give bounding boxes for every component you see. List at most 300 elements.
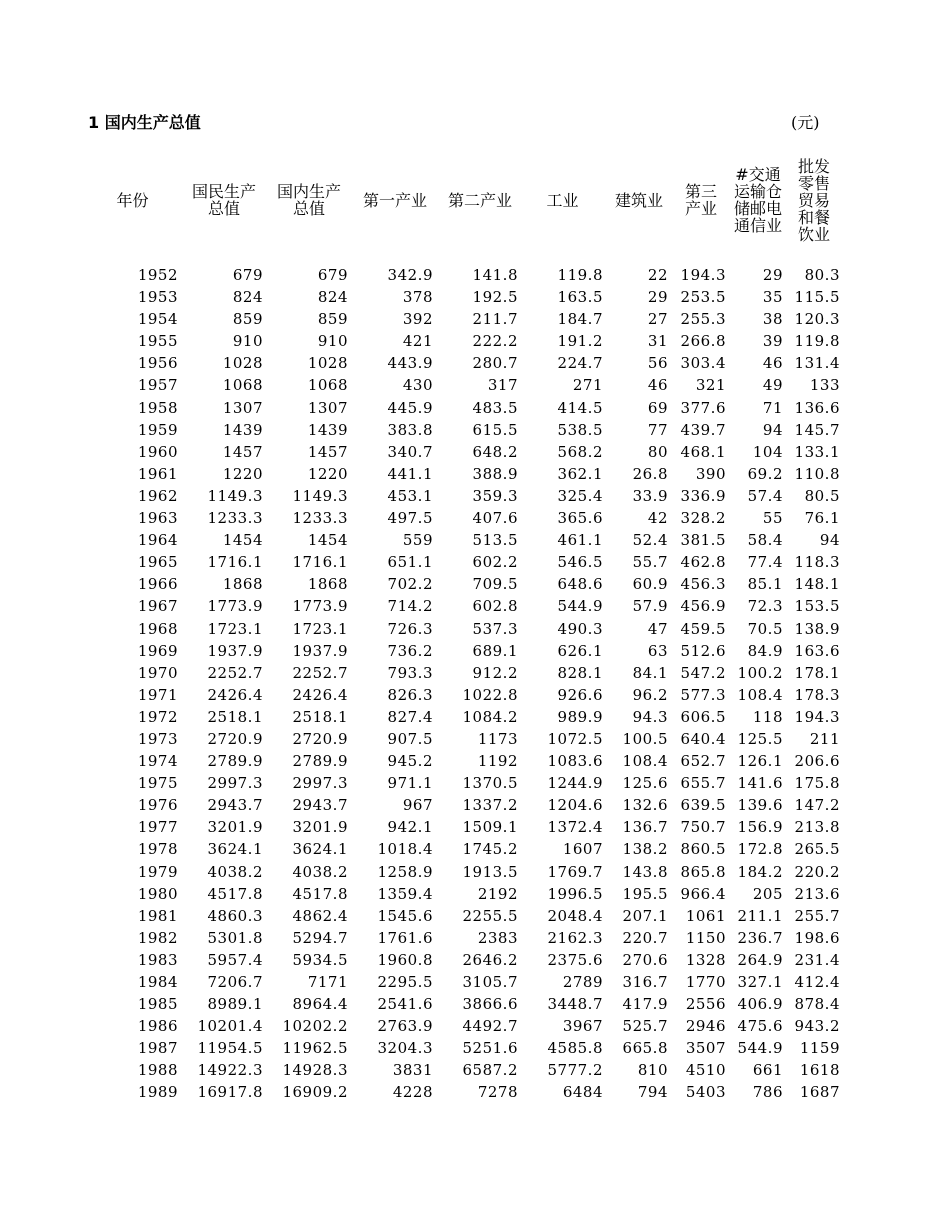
cell-primary: 1258.9	[377, 862, 433, 881]
header-industry: 工业	[546, 190, 579, 210]
cell-secondary: 141.8	[472, 266, 518, 284]
cell-industry: 1769.7	[547, 862, 603, 881]
cell-primary: 826.3	[387, 685, 433, 704]
cell-gdp: 16909.2	[282, 1083, 348, 1102]
cell-trade: 133	[809, 376, 840, 395]
cell-year: 1987	[137, 1039, 178, 1058]
cell-gdp: 5934.5	[292, 950, 348, 969]
cell-construction: 665.8	[622, 1039, 668, 1058]
cell-secondary: 2192	[477, 884, 518, 903]
cell-year: 1964	[137, 531, 178, 550]
cell-gdp: 824	[317, 288, 348, 307]
cell-primary: 342.9	[387, 266, 433, 284]
cell-transport: 125.5	[737, 729, 783, 748]
cell-gnp: 2720.9	[207, 729, 263, 748]
cell-secondary: 2383	[477, 928, 518, 947]
cell-year: 1970	[137, 663, 178, 682]
cell-tertiary: 966.4	[680, 884, 726, 903]
cell-primary: 443.9	[387, 354, 433, 373]
cell-primary: 714.2	[387, 597, 433, 616]
cell-trade: 120.3	[794, 310, 840, 329]
cell-trade: 255.7	[794, 906, 840, 925]
cell-construction: 270.6	[622, 950, 668, 969]
cell-year: 1953	[137, 288, 178, 307]
cell-year: 1976	[137, 796, 178, 815]
cell-gnp: 1233.3	[207, 509, 263, 528]
cell-primary: 945.2	[387, 752, 433, 771]
cell-year: 1961	[137, 464, 178, 483]
cell-gdp: 1028	[307, 354, 348, 373]
table-row	[0, 573, 950, 595]
cell-industry: 1083.6	[547, 752, 603, 771]
cell-transport: 327.1	[737, 973, 783, 991]
table-row	[0, 750, 950, 772]
cell-industry: 546.5	[557, 553, 603, 572]
cell-gnp: 2943.7	[207, 796, 263, 815]
cell-industry: 224.7	[557, 354, 603, 373]
cell-tertiary: 1328	[685, 950, 726, 969]
cell-year: 1956	[137, 354, 178, 373]
cell-transport: 57.4	[747, 486, 783, 505]
table-row	[0, 595, 950, 617]
cell-transport: 70.5	[747, 619, 783, 638]
header-tertiary: 第三产业	[684, 182, 717, 218]
cell-secondary: 1192	[477, 752, 518, 771]
cell-industry: 325.4	[557, 486, 603, 505]
cell-year: 1973	[137, 729, 178, 748]
cell-tertiary: 3507	[685, 1039, 726, 1058]
table-row	[0, 684, 950, 706]
table-row	[0, 816, 950, 838]
cell-tertiary: 381.5	[680, 531, 726, 550]
cell-year: 1974	[137, 752, 178, 771]
cell-construction: 57.9	[632, 597, 668, 616]
cell-transport: 141.6	[737, 774, 783, 793]
cell-tertiary: 439.7	[680, 420, 726, 439]
cell-secondary: 615.5	[472, 420, 518, 439]
cell-trade: 213.8	[794, 818, 840, 837]
cell-year: 1981	[137, 906, 178, 925]
cell-tertiary: 860.5	[680, 840, 726, 859]
cell-transport: 475.6	[737, 1017, 783, 1036]
table-body	[0, 264, 950, 1104]
cell-primary: 2763.9	[377, 1017, 433, 1036]
cell-primary: 1960.8	[377, 950, 433, 969]
cell-gdp: 4517.8	[292, 884, 348, 903]
table-row	[0, 794, 950, 816]
cell-construction: 136.7	[622, 818, 668, 837]
cell-trade: 94	[819, 531, 840, 550]
cell-industry: 544.9	[557, 597, 603, 616]
cell-construction: 84.1	[632, 663, 668, 682]
cell-year: 1971	[137, 685, 178, 704]
table-row	[0, 971, 950, 993]
cell-trade: 211	[809, 729, 840, 748]
cell-industry: 3967	[562, 1017, 603, 1036]
cell-gnp: 16917.8	[197, 1083, 263, 1102]
cell-transport: 39	[762, 332, 783, 351]
cell-gnp: 4517.8	[207, 884, 263, 903]
cell-year: 1965	[137, 553, 178, 572]
cell-industry: 1372.4	[547, 818, 603, 837]
cell-transport: 29	[762, 266, 783, 284]
cell-secondary: 1173	[477, 729, 518, 748]
cell-trade: 213.6	[794, 884, 840, 903]
cell-tertiary: 459.5	[680, 619, 726, 638]
cell-gdp: 4862.4	[292, 906, 348, 925]
cell-tertiary: 194.3	[680, 266, 726, 284]
table-row	[0, 286, 950, 308]
cell-tertiary: 606.5	[680, 707, 726, 726]
cell-secondary: 388.9	[472, 464, 518, 483]
cell-industry: 365.6	[557, 509, 603, 528]
cell-transport: 205	[752, 884, 783, 903]
header-transport: #交通运输仓储邮电通信业	[734, 165, 783, 235]
cell-gdp: 3624.1	[292, 840, 348, 859]
cell-construction: 52.4	[632, 531, 668, 550]
cell-transport: 77.4	[747, 553, 783, 572]
cell-industry: 119.8	[557, 266, 603, 284]
cell-secondary: 192.5	[472, 288, 518, 307]
table-row	[0, 330, 950, 352]
cell-gnp: 824	[232, 288, 263, 307]
cell-gnp: 1723.1	[207, 619, 263, 638]
cell-gdp: 679	[317, 266, 348, 284]
cell-transport: 786	[752, 1083, 783, 1102]
cell-trade: 1159	[799, 1039, 840, 1058]
cell-construction: 69	[647, 398, 668, 417]
cell-tertiary: 547.2	[680, 663, 726, 682]
cell-construction: 63	[647, 641, 668, 660]
cell-gdp: 1716.1	[292, 553, 348, 572]
cell-trade: 412.4	[794, 973, 840, 991]
cell-gnp: 1307	[222, 398, 263, 417]
cell-secondary: 3866.6	[462, 995, 518, 1014]
cell-transport: 71	[762, 398, 783, 417]
cell-gnp: 1220	[222, 464, 263, 483]
cell-construction: 55.7	[632, 553, 668, 572]
cell-gnp: 3201.9	[207, 818, 263, 837]
table-row	[0, 905, 950, 927]
cell-tertiary: 377.6	[680, 398, 726, 417]
cell-gdp: 1439	[307, 420, 348, 439]
cell-trade: 1687	[799, 1083, 840, 1102]
cell-construction: 100.5	[622, 729, 668, 748]
cell-year: 1982	[137, 928, 178, 947]
cell-trade: 110.8	[794, 464, 840, 483]
table-row	[0, 1037, 950, 1059]
cell-primary: 497.5	[387, 509, 433, 528]
cell-transport: 85.1	[747, 575, 783, 594]
cell-industry: 989.9	[557, 707, 603, 726]
cell-tertiary: 1061	[685, 906, 726, 925]
cell-gdp: 7171	[307, 973, 348, 991]
cell-year: 1980	[137, 884, 178, 903]
cell-year: 1985	[137, 995, 178, 1014]
cell-gnp: 1716.1	[207, 553, 263, 572]
cell-year: 1963	[137, 509, 178, 528]
cell-industry: 163.5	[557, 288, 603, 307]
cell-gdp: 1868	[307, 575, 348, 594]
cell-trade: 231.4	[794, 950, 840, 969]
cell-tertiary: 266.8	[680, 332, 726, 351]
cell-construction: 138.2	[622, 840, 668, 859]
cell-tertiary: 652.7	[680, 752, 726, 771]
cell-tertiary: 336.9	[680, 486, 726, 505]
cell-trade: 878.4	[794, 995, 840, 1014]
cell-tertiary: 468.1	[680, 442, 726, 461]
cell-trade: 943.2	[794, 1017, 840, 1036]
cell-gnp: 2426.4	[207, 685, 263, 704]
cell-year: 1984	[137, 973, 178, 991]
cell-trade: 178.1	[794, 663, 840, 682]
cell-gnp: 1454	[222, 531, 263, 550]
header-construction: 建筑业	[614, 190, 663, 210]
cell-gdp: 10202.2	[282, 1017, 348, 1036]
cell-primary: 1018.4	[377, 840, 433, 859]
cell-secondary: 689.1	[472, 641, 518, 660]
cell-year: 1972	[137, 707, 178, 726]
cell-transport: 139.6	[737, 796, 783, 815]
cell-secondary: 1913.5	[462, 862, 518, 881]
cell-gdp: 2720.9	[292, 729, 348, 748]
table-row	[0, 485, 950, 507]
cell-transport: 94	[762, 420, 783, 439]
cell-year: 1977	[137, 818, 178, 837]
cell-secondary: 1745.2	[462, 840, 518, 859]
cell-secondary: 359.3	[472, 486, 518, 505]
cell-industry: 926.6	[557, 685, 603, 704]
cell-year: 1975	[137, 774, 178, 793]
cell-primary: 4228	[392, 1083, 433, 1102]
cell-secondary: 648.2	[472, 442, 518, 461]
cell-secondary: 1509.1	[462, 818, 518, 837]
header-year: 年份	[116, 190, 149, 210]
cell-construction: 80	[647, 442, 668, 461]
cell-secondary: 513.5	[472, 531, 518, 550]
cell-transport: 661	[752, 1061, 783, 1080]
cell-gdp: 1457	[307, 442, 348, 461]
cell-trade: 80.5	[804, 486, 840, 505]
cell-tertiary: 577.3	[680, 685, 726, 704]
cell-construction: 794	[637, 1083, 668, 1102]
cell-transport: 236.7	[737, 928, 783, 947]
cell-industry: 626.1	[557, 641, 603, 660]
cell-tertiary: 4510	[685, 1061, 726, 1080]
table-row	[0, 993, 950, 1015]
cell-gdp: 859	[317, 310, 348, 329]
cell-gnp: 1149.3	[207, 486, 263, 505]
cell-gnp: 2997.3	[207, 774, 263, 793]
cell-gdp: 1149.3	[292, 486, 348, 505]
cell-transport: 72.3	[747, 597, 783, 616]
cell-secondary: 709.5	[472, 575, 518, 594]
cell-secondary: 602.2	[472, 553, 518, 572]
cell-gnp: 910	[232, 332, 263, 351]
cell-gdp: 2518.1	[292, 707, 348, 726]
cell-gnp: 2518.1	[207, 707, 263, 726]
cell-gnp: 1457	[222, 442, 263, 461]
cell-primary: 3831	[392, 1061, 433, 1080]
cell-gnp: 3624.1	[207, 840, 263, 859]
cell-primary: 383.8	[387, 420, 433, 439]
cell-industry: 184.7	[557, 310, 603, 329]
cell-industry: 362.1	[557, 464, 603, 483]
table-row	[0, 861, 950, 883]
cell-construction: 207.1	[622, 906, 668, 925]
cell-transport: 35	[762, 288, 783, 307]
cell-transport: 46	[762, 354, 783, 373]
cell-gdp: 8964.4	[292, 995, 348, 1014]
table-row	[0, 397, 950, 419]
cell-construction: 46	[647, 376, 668, 395]
cell-secondary: 5251.6	[462, 1039, 518, 1058]
cell-secondary: 6587.2	[462, 1061, 518, 1080]
cell-primary: 378	[402, 288, 433, 307]
cell-industry: 1244.9	[547, 774, 603, 793]
cell-trade: 136.6	[794, 398, 840, 417]
cell-year: 1955	[137, 332, 178, 351]
cell-transport: 104	[752, 442, 783, 461]
cell-construction: 108.4	[622, 752, 668, 771]
cell-tertiary: 865.8	[680, 862, 726, 881]
cell-construction: 195.5	[622, 884, 668, 903]
cell-transport: 406.9	[737, 995, 783, 1014]
cell-secondary: 912.2	[472, 663, 518, 682]
cell-primary: 445.9	[387, 398, 433, 417]
cell-construction: 525.7	[622, 1017, 668, 1036]
cell-secondary: 1337.2	[462, 796, 518, 815]
cell-year: 1960	[137, 442, 178, 461]
cell-primary: 2295.5	[377, 973, 433, 991]
cell-gnp: 4860.3	[207, 906, 263, 925]
cell-transport: 184.2	[737, 862, 783, 881]
cell-tertiary: 303.4	[680, 354, 726, 373]
cell-industry: 3448.7	[547, 995, 603, 1014]
header-primary: 第一产业	[362, 190, 427, 210]
cell-gdp: 2252.7	[292, 663, 348, 682]
cell-tertiary: 1150	[685, 928, 726, 947]
cell-construction: 220.7	[622, 928, 668, 947]
cell-secondary: 537.3	[472, 619, 518, 638]
cell-trade: 118.3	[794, 553, 840, 572]
table-title: 1 国内生产总值	[88, 113, 201, 132]
cell-year: 1978	[137, 840, 178, 859]
cell-gnp: 1773.9	[207, 597, 263, 616]
table-row	[0, 1059, 950, 1081]
cell-gnp: 1439	[222, 420, 263, 439]
cell-tertiary: 255.3	[680, 310, 726, 329]
cell-construction: 143.8	[622, 862, 668, 881]
cell-tertiary: 639.5	[680, 796, 726, 815]
cell-gdp: 2426.4	[292, 685, 348, 704]
cell-secondary: 2255.5	[462, 906, 518, 925]
cell-industry: 191.2	[557, 332, 603, 351]
cell-transport: 211.1	[737, 906, 783, 925]
cell-transport: 172.8	[737, 840, 783, 859]
cell-gnp: 859	[232, 310, 263, 329]
cell-gdp: 5294.7	[292, 928, 348, 947]
cell-secondary: 3105.7	[462, 973, 518, 991]
cell-gnp: 4038.2	[207, 862, 263, 881]
cell-industry: 828.1	[557, 663, 603, 682]
cell-primary: 1761.6	[377, 928, 433, 947]
table-row	[0, 949, 950, 971]
cell-primary: 2541.6	[377, 995, 433, 1014]
table-row	[0, 618, 950, 640]
cell-transport: 38	[762, 310, 783, 329]
cell-tertiary: 462.8	[680, 553, 726, 572]
cell-primary: 736.2	[387, 641, 433, 660]
cell-industry: 490.3	[557, 619, 603, 638]
cell-industry: 271	[572, 376, 603, 395]
cell-year: 1967	[137, 597, 178, 616]
cell-secondary: 1022.8	[462, 685, 518, 704]
header-gnp: 国民生产总值	[191, 182, 256, 218]
cell-trade: 163.6	[794, 641, 840, 660]
cell-primary: 651.1	[387, 553, 433, 572]
header-trade: 批发零售贸易和餐饮业	[797, 156, 830, 244]
header-gdp: 国内生产总值	[276, 182, 341, 218]
cell-gnp: 8989.1	[207, 995, 263, 1014]
table-row	[0, 640, 950, 662]
cell-primary: 793.3	[387, 663, 433, 682]
table-row	[0, 927, 950, 949]
cell-trade: 194.3	[794, 707, 840, 726]
table-row	[0, 728, 950, 750]
cell-industry: 2162.3	[547, 928, 603, 947]
cell-construction: 60.9	[632, 575, 668, 594]
cell-gnp: 14922.3	[197, 1061, 263, 1080]
cell-industry: 2375.6	[547, 950, 603, 969]
cell-gdp: 1773.9	[292, 597, 348, 616]
cell-primary: 340.7	[387, 442, 433, 461]
unit-label: (元)	[791, 113, 820, 132]
cell-primary: 559	[402, 531, 433, 550]
cell-trade: 265.5	[794, 840, 840, 859]
cell-construction: 22	[647, 266, 668, 284]
cell-primary: 967	[402, 796, 433, 815]
cell-trade: 1618	[799, 1061, 840, 1080]
cell-transport: 58.4	[747, 531, 783, 550]
cell-industry: 1607	[562, 840, 603, 859]
cell-trade: 198.6	[794, 928, 840, 947]
cell-construction: 316.7	[622, 973, 668, 991]
cell-gdp: 4038.2	[292, 862, 348, 881]
cell-secondary: 602.8	[472, 597, 518, 616]
table-row	[0, 308, 950, 330]
cell-trade: 153.5	[794, 597, 840, 616]
table-row	[0, 264, 950, 286]
cell-gdp: 14928.3	[282, 1061, 348, 1080]
cell-construction: 42	[647, 509, 668, 528]
cell-primary: 430	[402, 376, 433, 395]
cell-gdp: 11962.5	[282, 1039, 348, 1058]
table-row	[0, 1081, 950, 1103]
cell-primary: 421	[402, 332, 433, 351]
cell-construction: 96.2	[632, 685, 668, 704]
cell-trade: 138.9	[794, 619, 840, 638]
cell-gdp: 1220	[307, 464, 348, 483]
cell-industry: 4585.8	[547, 1039, 603, 1058]
cell-year: 1989	[137, 1083, 178, 1102]
cell-construction: 132.6	[622, 796, 668, 815]
cell-year: 1988	[137, 1061, 178, 1080]
cell-industry: 1204.6	[547, 796, 603, 815]
cell-gnp: 2789.9	[207, 752, 263, 771]
cell-transport: 49	[762, 376, 783, 395]
cell-tertiary: 253.5	[680, 288, 726, 307]
